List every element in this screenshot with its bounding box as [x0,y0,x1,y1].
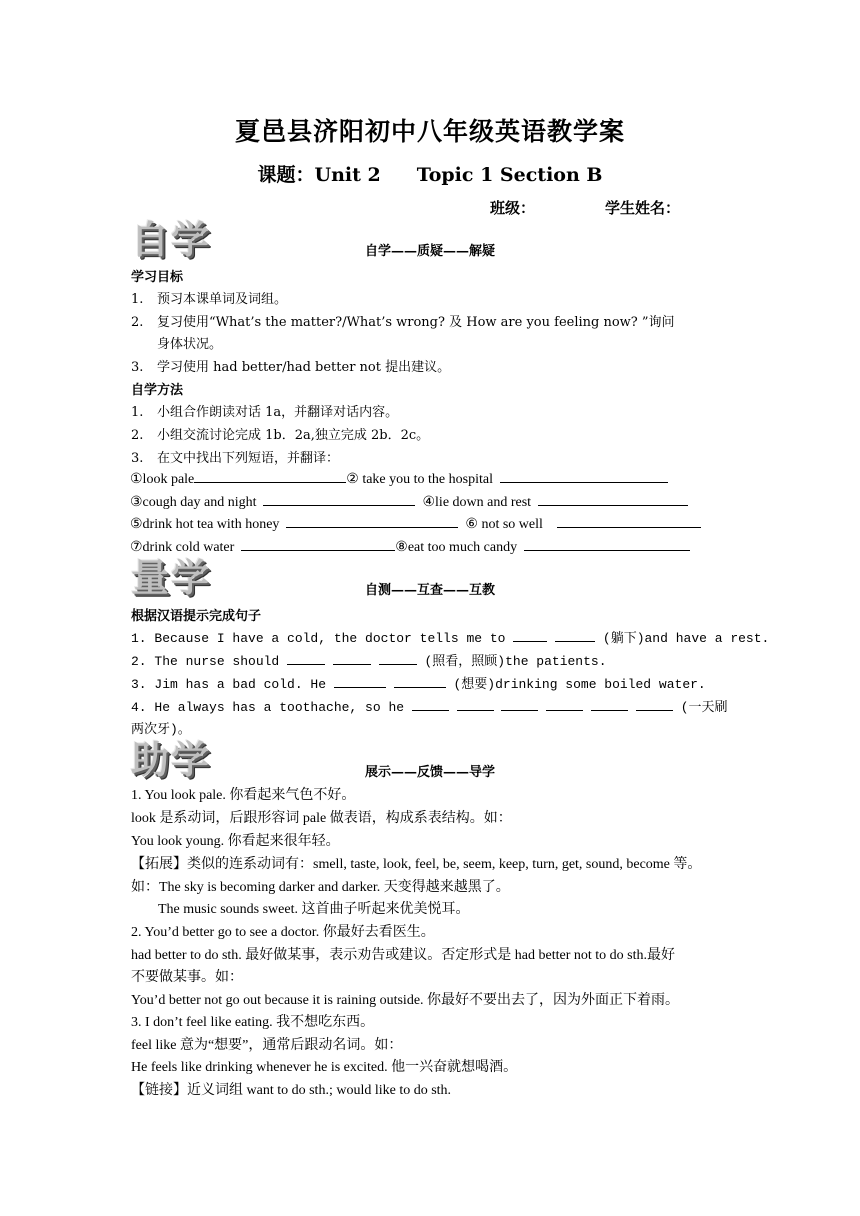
answer-blank[interactable] [194,470,346,483]
answer-blank[interactable] [457,698,494,711]
phrase-row: ①look pale ② take you to the hospital [130,470,730,488]
answer-blank[interactable] [557,515,701,528]
note-line: He feels like drinking whenever he is excited. 他一兴奋就想喝酒。 [131,1060,518,1075]
exercise-q1: 1. Because I have a cold, the doctor tells me to (躺下)and have a rest. [131,631,770,646]
goal-item: 2. 复习使用“What’s the matter?/What’s wrong? 及 How are you feeling now? ”询问 [131,315,675,330]
liangxue-heading: 自测——互查——互教 [364,583,495,598]
phrase-row: ③cough day and night ④lie down and rest [130,493,730,511]
goal-item: 3. 学习使用 had better/had better not 提出建议。 [131,360,451,375]
exercise-q2: 2. The nurse should (照看，照顾)the patients. [131,654,607,669]
answer-blank[interactable] [287,652,325,665]
note-line: 如：The sky is becoming darker and darker. 天变得越来越黑了。 [131,880,510,895]
exercise-q3: 3. Jim has a bad cold. He (想要)drinking some boiled water. [131,677,706,692]
answer-blank[interactable] [500,470,668,483]
answer-blank[interactable] [636,698,673,711]
note-line: You’d better not go out because it is raining outside. 你最好不要出去了，因为外面正下着雨。 [131,993,680,1008]
note-line: You look young. 你看起来很年轻。 [131,834,340,849]
phrase-row: ⑤drink hot tea with honey ⑥ not so well [130,515,730,533]
note-line: had better to do sth. 最好做某事，表示劝告或建议。否定形式是 had better not to do sth.最好 [131,948,676,963]
answer-blank[interactable] [241,538,395,551]
answer-blank[interactable] [412,698,449,711]
phrase-row: ⑦drink cold water ⑧eat too much candy [130,538,730,556]
goal-item: 1. 预习本课单词及词组。 [131,292,288,307]
lesson-subtitle [0,160,860,187]
note-line: 2. You’d better go to see a doctor. 你最好去看医生。 [131,925,435,940]
zixue-badge: 自学 [131,217,212,262]
answer-blank[interactable] [501,698,538,711]
answer-blank[interactable] [555,629,595,642]
exercise-label: 根据汉语提示完成句子 [131,609,262,624]
answer-blank[interactable] [334,675,386,688]
page-title: 夏邑县济阳初中八年级英语教学案 [234,117,625,146]
goal-item: 身体状况。 [157,337,223,352]
exercise-q4-cont: 两次牙)。 [131,722,191,737]
student-name-label: 学生姓名： [605,199,681,217]
answer-blank[interactable] [513,629,547,642]
note-line: look 是系动词，后跟形容词 pale 做表语，构成系表结构。如： [131,811,512,826]
answer-blank[interactable] [379,652,417,665]
method-item: 3. 在文中找出下列短语，并翻译： [131,451,340,466]
note-line: 【拓展】类似的连系动词有：smell, taste, look, feel, be, seem, keep, turn, get, sound, become 等。 [131,857,702,872]
liangxue-badge: 量学 [131,555,212,600]
class-label: 班级： [490,199,536,217]
method-item: 2. 小组交流讨论完成 1b．2a,独立完成 2b．2c。 [131,428,430,443]
note-line: 不要做某事。如： [131,970,243,985]
zixue-heading: 自学——质疑——解疑 [364,244,495,259]
answer-blank[interactable] [546,698,583,711]
note-line: 【链接】近义词组 want to do sth.; would like to do sth. [131,1083,452,1098]
subtitle-topic: Topic 1 Section B [416,164,603,186]
subtitle-prefix: 课题：Unit 2 [257,164,381,186]
note-line: 3. I don’t feel like eating. 我不想吃东西。 [131,1015,375,1030]
answer-blank[interactable] [394,675,446,688]
class-info [490,197,680,218]
exercise-q4: 4. He always has a toothache, so he (一天刷 [131,700,728,715]
note-line: The music sounds sweet. 这首曲子听起来优美悦耳。 [158,902,470,917]
methods-label: 自学方法 [131,383,184,398]
answer-blank[interactable] [591,698,628,711]
answer-blank[interactable] [286,515,458,528]
goals-label: 学习目标 [131,270,184,285]
note-line: feel like 意为“想要”，通常后跟动名词。如： [131,1038,403,1053]
answer-blank[interactable] [333,652,371,665]
zhuxue-heading: 展示——反馈——导学 [364,765,495,780]
answer-blank[interactable] [524,538,690,551]
note-line: 1. You look pale. 你看起来气色不好。 [131,788,356,803]
answer-blank[interactable] [538,493,688,506]
method-item: 1. 小组合作朗读对话 1a，并翻译对话内容。 [131,405,399,420]
zhuxue-badge: 助学 [131,737,212,782]
answer-blank[interactable] [263,493,415,506]
